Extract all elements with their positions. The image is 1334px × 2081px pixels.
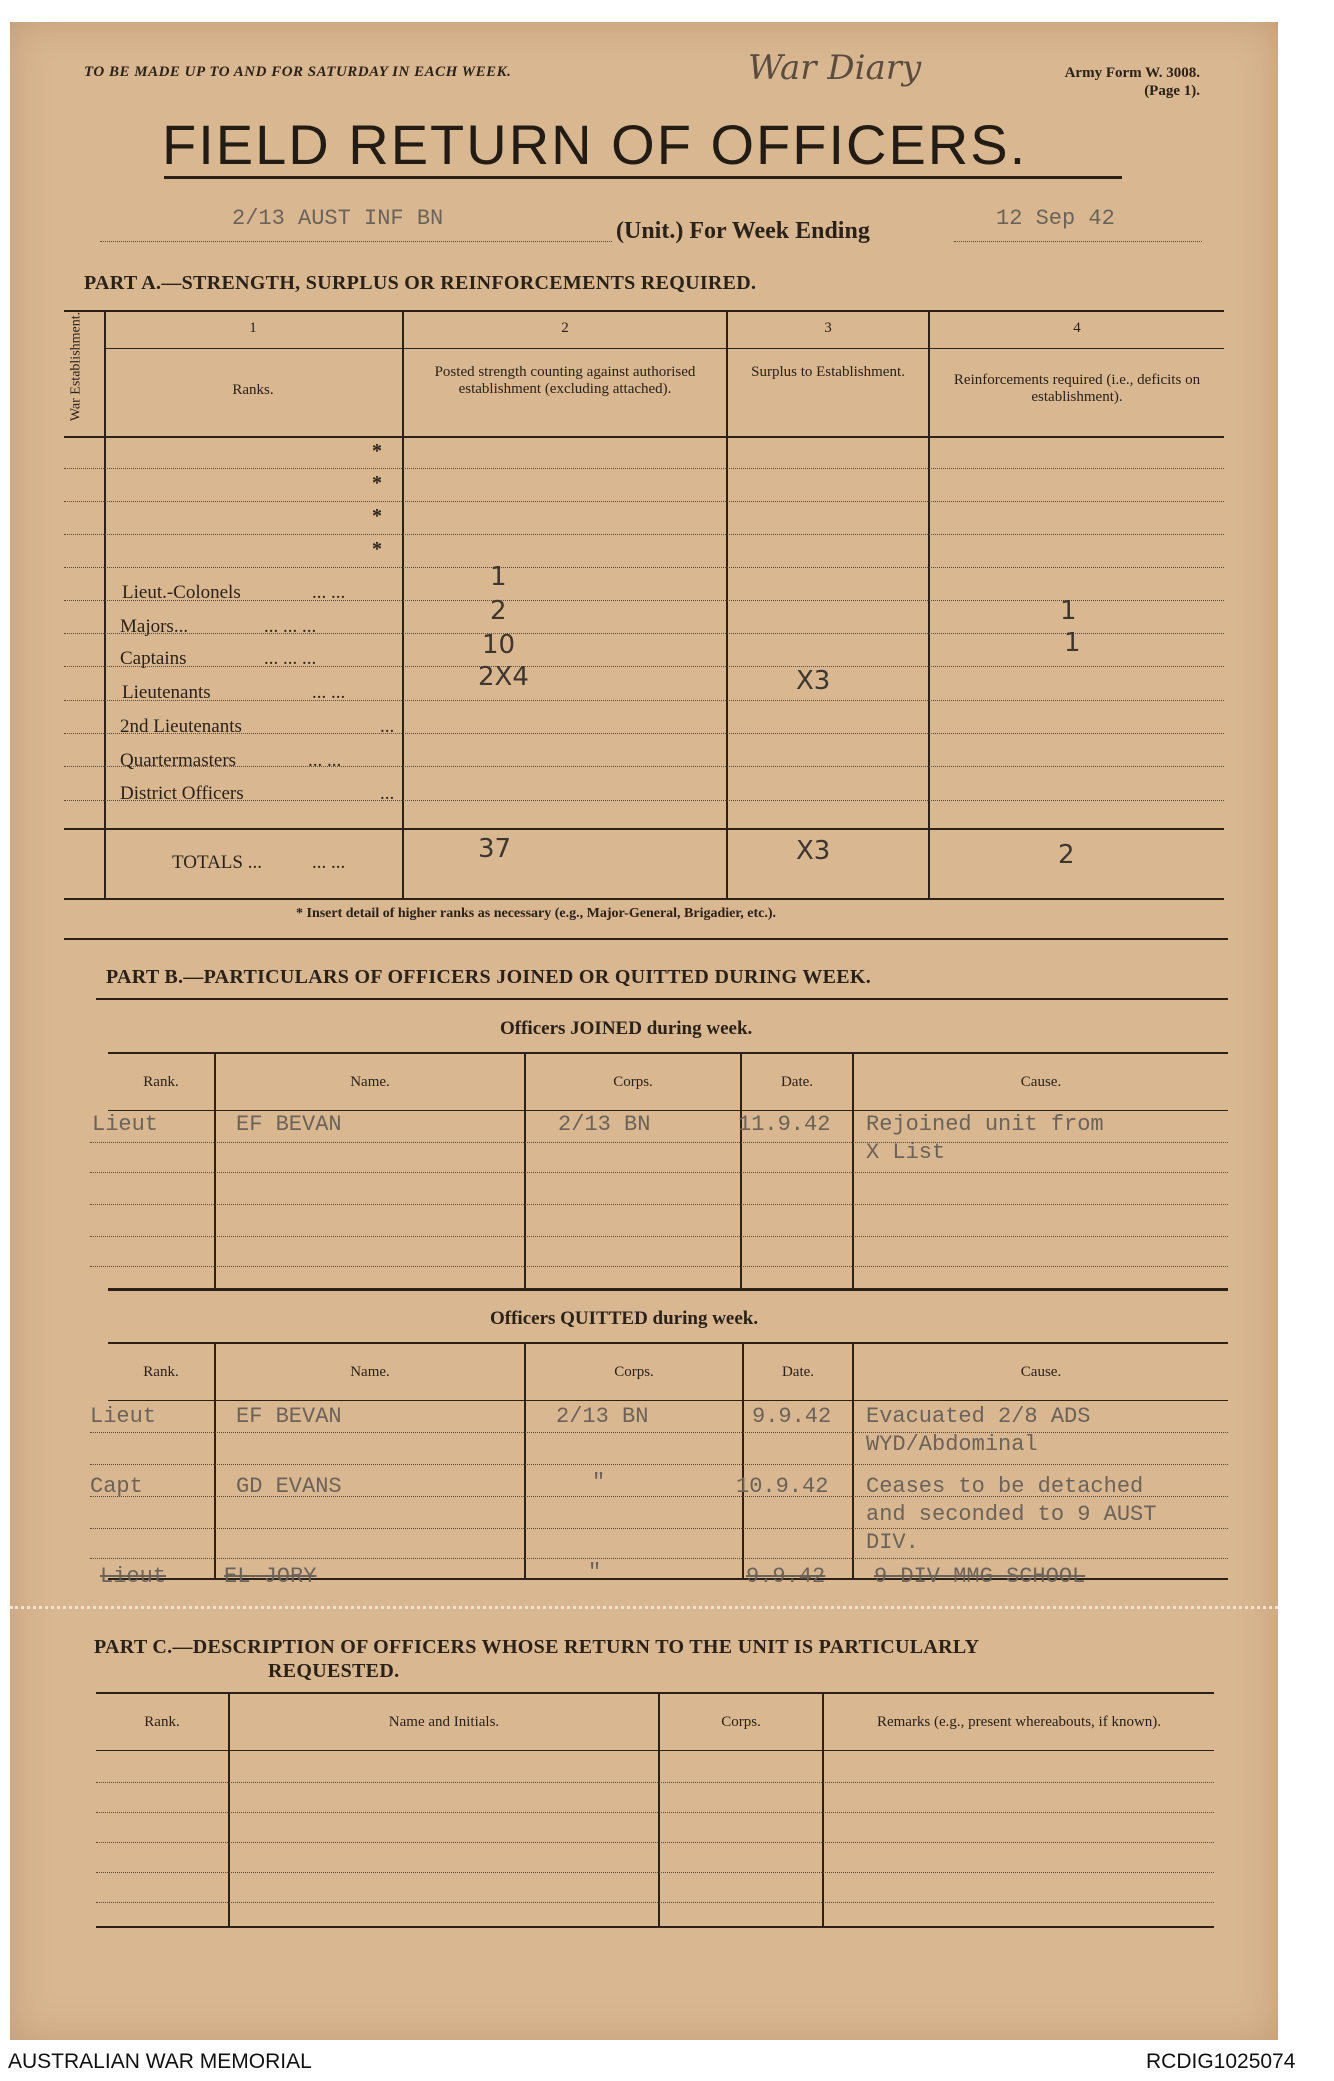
totals-dots: ... ... [312,852,346,873]
quitted-rank: Capt [90,1474,143,1499]
war-establishment-text: War Establishment. [68,311,84,422]
unit-label: (Unit.) For Week Ending [616,218,870,244]
joined-col-corps: Corps. [613,1074,653,1090]
quitted-col-date: Date. [781,1364,815,1380]
rank-label: Majors... [120,616,189,637]
quitted-cause: 9 DIV MMG SCHOOL [874,1564,1086,1589]
star-marker: * [372,472,382,494]
joined-date: 11.9.42 [738,1112,831,1137]
star-marker: * [372,440,382,462]
part-c-col-rank: Rank. [144,1714,180,1730]
header-instruction: TO BE MADE UP TO AND FOR SATURDAY IN EACH WEEK. [84,64,512,80]
col-num-3: 3 [824,320,832,336]
form-number [980,64,1200,100]
quitted-name: GD EVANS [236,1474,342,1499]
part-c-heading-2: REQUESTED. [268,1660,400,1682]
col-header-surplus: Surplus to Establishment. [751,364,905,380]
quitted-col-corps: Corps. [614,1364,654,1380]
joined-col-date: Date. [780,1074,814,1090]
rank-label: Quartermasters [120,750,237,771]
part-a-heading: PART A.—STRENGTH, SURPLUS OR REINFORCEMENTS REQUIRED. [84,272,757,294]
reinforcement-value: 1 [1060,596,1077,626]
quitted-rank: Lieut [100,1564,167,1589]
col-num-1: 1 [249,320,257,336]
joined-title: Officers JOINED during week. [500,1018,753,1039]
quitted-name: EF BEVAN [236,1404,342,1429]
strength-value: 2X4 [478,662,529,692]
rank-dots: ... ... ... [264,648,317,669]
reinforcement-value: 1 [1064,628,1081,658]
quitted-date: 10.9.42 [736,1474,829,1499]
joined-col-rank: Rank. [143,1074,179,1090]
rank-dots: ... ... [312,582,346,603]
strength-value: 2 [490,596,507,626]
surplus-value: X3 [796,666,831,696]
unit-dotted-line [100,241,612,242]
part-c-col-name: Name and Initials. [388,1714,500,1730]
quitted-col-rank: Rank. [143,1364,179,1380]
footer-id: RCDIG1025074 [1146,2050,1296,2073]
joined-col-name: Name. [350,1074,390,1090]
week-ending-value: 12 Sep 42 [996,206,1115,231]
col-num-2: 2 [561,320,569,336]
footer-source: AUSTRALIAN WAR MEMORIAL [8,2050,312,2073]
quitted-cause: WYD/Abdominal [866,1432,1038,1457]
part-b-heading: PART B.—PARTICULARS OF OFFICERS JOINED OR QUITTED DURING WEEK. [106,966,872,988]
joined-col-cause: Cause. [1020,1074,1062,1090]
quitted-title: Officers QUITTED during week. [490,1308,759,1329]
col-header-reinforcements: Reinforcements required (i.e., deficits on establishment). [953,372,1201,405]
star-marker: * [372,505,382,527]
quitted-name: EL JORY [224,1564,317,1589]
war-diary-annotation: War Diary [748,48,922,88]
rank-label: Lieutenants [122,682,211,703]
rank-dots: ... [380,783,395,804]
quitted-date: 9.9.42 [752,1404,832,1429]
joined-rank: Lieut [92,1112,159,1137]
part-a-top-border [64,310,1224,312]
totals-reinforcements: 2 [1058,840,1075,870]
quitted-corps: " [588,1560,602,1585]
unit-value: 2/13 AUST INF BN [232,206,444,231]
quitted-col-cause: Cause. [1020,1364,1062,1380]
quitted-col-name: Name. [350,1364,390,1380]
rank-label: Captains [120,648,187,669]
col-header-posted-strength: Posted strength counting against authorised establishment (excluding attached). [434,364,696,397]
war-establishment-label [56,311,96,430]
rank-label: Lieut.-Colonels [122,582,241,603]
strength-value: 10 [482,630,516,660]
rank-dots: ... ... ... [264,616,317,637]
page-title: FIELD RETURN OF OFFICERS. [162,113,1028,176]
rank-dots: ... ... [308,750,342,771]
col-header-ranks: Ranks. [232,382,274,398]
form-number-text: Army Form W. 3008. [1064,65,1200,81]
quitted-cause: Evacuated 2/8 ADS [866,1404,1091,1429]
title-underline [164,176,1122,179]
rank-label: District Officers [120,783,244,804]
star-marker: * [372,538,382,560]
rank-dots: ... [380,716,395,737]
perforation-line [10,1606,1278,1609]
part-c-col-corps: Corps. [721,1714,761,1730]
totals-label: TOTALS ... [172,852,262,873]
quitted-cause: DIV. [866,1530,919,1555]
joined-name: EF BEVAN [236,1112,342,1137]
totals-surplus: X3 [796,836,831,866]
quitted-corps: " [592,1470,606,1495]
rank-dots: ... ... [312,682,346,703]
quitted-corps: 2/13 BN [556,1404,649,1429]
joined-cause: Rejoined unit from [866,1112,1104,1137]
quitted-date: 9.9.42 [746,1564,826,1589]
totals-strength: 37 [478,834,512,864]
quitted-rank: Lieut [90,1404,157,1429]
form-page: (Page 1). [1144,83,1200,99]
quitted-cause: Ceases to be detached [866,1474,1144,1499]
col-num-4: 4 [1073,320,1081,336]
part-c-heading: PART C.—DESCRIPTION OF OFFICERS WHOSE RETURN TO THE UNIT IS PARTICULARLY [94,1636,980,1658]
strength-value: 1 [490,562,507,592]
week-dotted-line [954,241,1202,242]
part-a-footnote: * Insert detail of higher ranks as necessary (e.g., Major-General, Brigadier, etc.). [296,906,777,921]
joined-corps: 2/13 BN [558,1112,651,1137]
part-c-col-remarks: Remarks (e.g., present whereabouts, if known). [876,1714,1162,1730]
joined-cause: X List [866,1140,946,1165]
rank-label: 2nd Lieutenants [120,716,242,737]
quitted-cause: and seconded to 9 AUST [866,1502,1157,1527]
